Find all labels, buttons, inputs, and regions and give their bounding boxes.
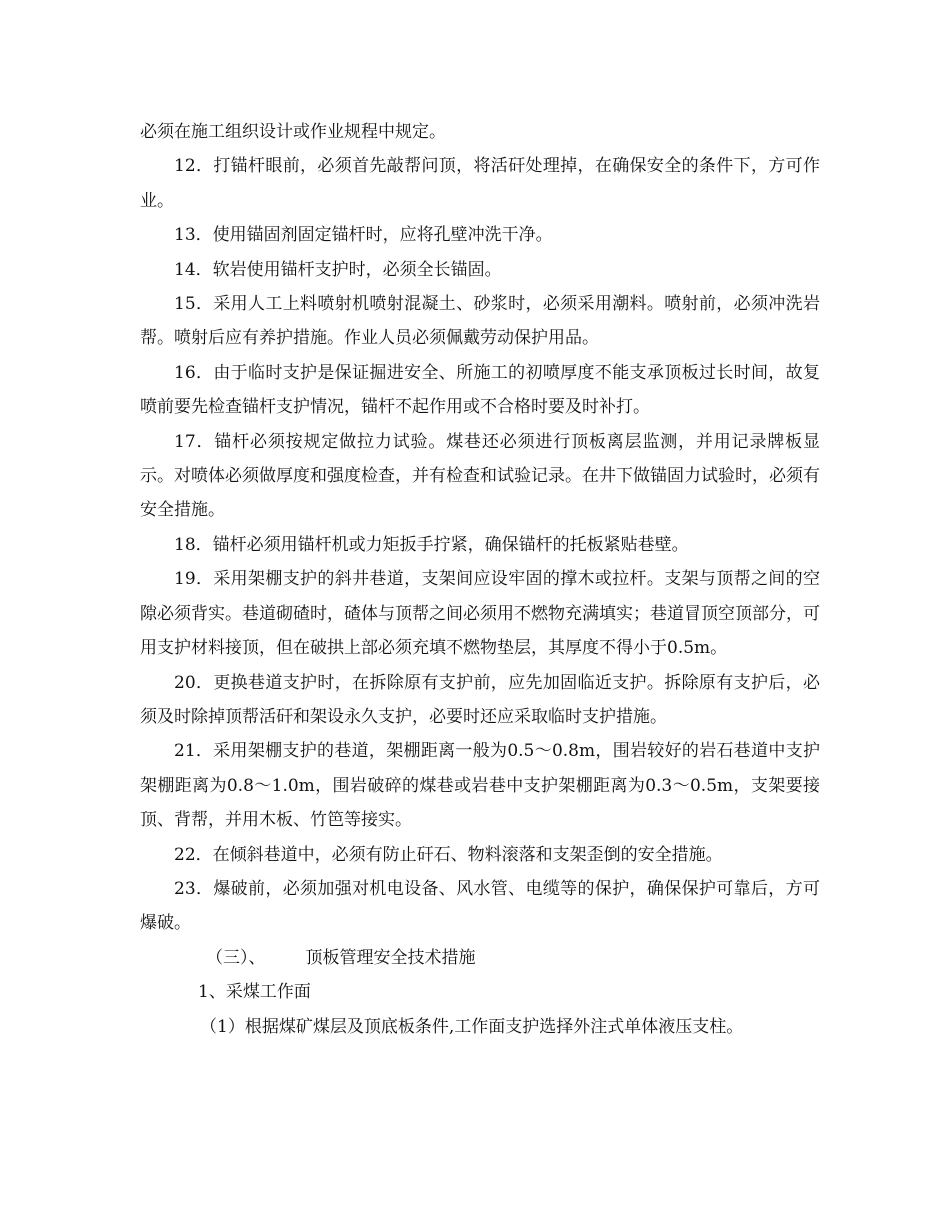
subheading: 1、采煤工作面	[198, 982, 311, 1003]
paragraph-item-12: 12．打锚杆眼前，必须首先敲帮问顶，将活矸处理掉，在确保安全的条件下，方可作业。	[140, 156, 820, 211]
document-body	[140, 115, 820, 1044]
paragraph-item-21: 21．采用架棚支护的巷道，架棚距离一般为0.5～0.8m，围岩较好的岩石巷道中支护架棚距离为0.8～1.0m，围岩破碎的煤巷或岩巷中支护架棚距离为0.3～0.5m，支架要接顶、背帮，并用木板、竹笆等接实。	[140, 741, 820, 831]
paragraph-item-20: 20．更换巷道支护时，在拆除原有支护前，应先加固临近支护。拆除原有支护后，必须及时除掉顶帮活矸和架设永久支护，必要时还应采取临时支护措施。	[140, 672, 820, 727]
paragraph-item-16: 16．由于临时支护是保证掘进安全、所施工的初喷厚度不能支承顶板过长时间，故复喷前要先检查锚杆支护情况，锚杆不起作用或不合格时要及时补打。	[140, 362, 820, 418]
paragraph-item-23: 23．爆破前，必须加强对机电设备、风水管、电缆等的保护，确保保护可靠后，方可爆破。	[140, 878, 820, 934]
section-title: 顶板管理安全技术措施	[305, 947, 476, 968]
paragraph-item-15: 15．采用人工上料喷射机喷射混凝土、砂浆时，必须采用潮料。喷射前，必须冲洗岩帮。喷射后应有养护措施。作业人员必须佩戴劳动保护用品。	[140, 294, 820, 349]
section-number: （三）、	[206, 947, 266, 968]
paragraph-item-14: 14．软岩使用锚杆支护时，必须全长锚固。	[174, 259, 502, 280]
paragraph-item-18: 18．锚杆必须用锚杆机或力矩扳手拧紧，确保锚杆的托板紧贴巷壁。	[174, 534, 689, 555]
paragraph-item-22: 22．在倾斜巷道中，必须有防止矸石、物料滚落和支架歪倒的安全措施。	[174, 844, 723, 865]
paragraph-item-19: 19．采用架棚支护的斜井巷道，支架间应设牢固的撑木或拉杆。支架与顶帮之间的空隙必须背实。巷道砌碴时，碴体与顶帮之间必须用不燃物充满填实；巷道冒顶空顶部分，可用支护材料接顶，但在破拱上部必须充填不燃物垫层，其厚度不得小于0.5m。	[140, 569, 820, 659]
paragraph-continuation: 必须在施工组织设计或作业规程中规定。	[140, 122, 446, 142]
paragraph-item-13: 13．使用锚固剂固定锚杆时，应将孔壁冲洗干净。	[174, 225, 553, 246]
subsub-heading: （1）根据煤矿煤层及顶底板条件,工作面支护选择外注式单体液压支柱。	[200, 1016, 744, 1037]
section-heading	[140, 941, 820, 975]
paragraph-item-17: 17．锚杆必须按规定做拉力试验。煤巷还必须进行顶板离层监测，并用记录牌板显示。对喷体必须做厚度和强度检查，并有检查和试验记录。在井下做锚固力试验时，必须有安全措施。	[140, 431, 820, 521]
